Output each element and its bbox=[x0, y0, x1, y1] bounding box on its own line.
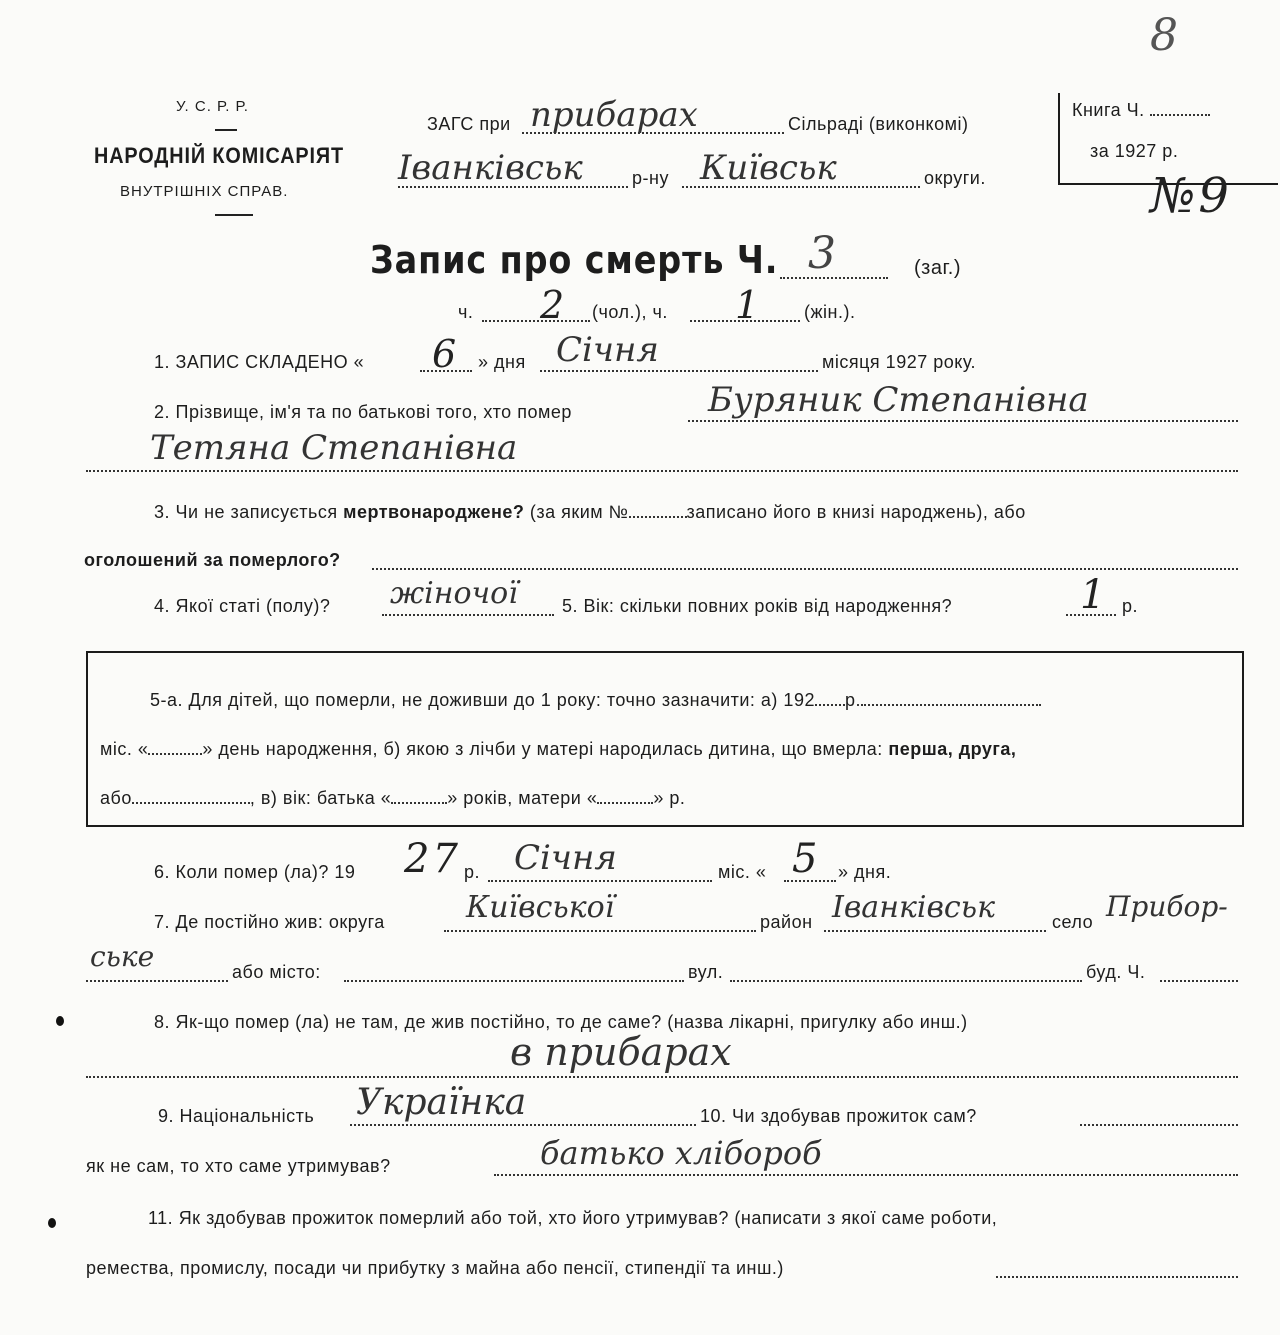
f10-line2 bbox=[494, 1174, 1238, 1176]
f10-value: батько хлібороб bbox=[540, 1134, 822, 1172]
f11-label: 11. Як здобував прожиток померлий або той, хто його утримував? (написати з якої саме роботи, bbox=[148, 1208, 998, 1228]
f10-line bbox=[1080, 1124, 1238, 1126]
okruha-label: округи. bbox=[924, 168, 986, 188]
zags-prefix: ЗАГС при bbox=[427, 114, 511, 134]
f9-label: 9. Національність bbox=[158, 1106, 315, 1126]
f10-line2-label: як не сам, то хто саме утримував? bbox=[86, 1156, 391, 1176]
f11-line2: ремества, промислу, посади чи прибутку з майна або пенсії, стипендії та инш.) bbox=[86, 1258, 784, 1278]
male-count: 2 bbox=[540, 283, 568, 327]
agency-divider-2 bbox=[215, 214, 253, 216]
f7-selo: Прибор- bbox=[1106, 890, 1228, 923]
f5a-line3: або , в) вік: батька « » років, матери « » р. bbox=[100, 784, 685, 809]
f5-value: 1 bbox=[1080, 572, 1109, 618]
f6-end: » дня. bbox=[838, 862, 892, 882]
f7-misto-label: або місто: bbox=[232, 962, 321, 982]
district-value: Іванківськ bbox=[398, 148, 583, 188]
okruha-value: Київськ bbox=[700, 148, 837, 188]
district-label: р-ну bbox=[632, 168, 669, 188]
f7-misto-line bbox=[344, 980, 684, 982]
f5-label: 5. Вік: скільки повних років від народження? bbox=[562, 596, 953, 616]
f7-vul-label: вул. bbox=[688, 962, 724, 982]
f10-label: 10. Чи здобував прожиток сам? bbox=[700, 1106, 977, 1126]
record-number: 3 bbox=[808, 228, 839, 279]
ch-prefix: ч. bbox=[458, 302, 474, 322]
f1-mid: » дня bbox=[478, 352, 526, 372]
f2-label: 2. Прізвище, ім'я та по батькові того, хто помер bbox=[154, 402, 572, 422]
f4-value: жіночої bbox=[390, 576, 518, 611]
f7-selo-cont-line bbox=[86, 980, 228, 982]
f6-label: 6. Коли помер (ла)? 19 bbox=[154, 862, 356, 882]
f7-rayon: Іванківськ bbox=[832, 890, 995, 925]
f6-year: 27 bbox=[404, 836, 461, 882]
f7-vul-line bbox=[730, 980, 1082, 982]
f8-value: в прибарах bbox=[510, 1030, 732, 1074]
f7-rayon-line bbox=[824, 930, 1046, 932]
f6-day: 5 bbox=[792, 836, 821, 882]
record-suffix: (заг.) bbox=[914, 257, 962, 279]
ink-smudge-2 bbox=[48, 1218, 56, 1228]
f7-selo-cont: ське bbox=[90, 940, 155, 973]
zags-suffix: Сільраді (виконкомі) bbox=[788, 114, 969, 134]
book-label: Книга Ч. bbox=[1072, 96, 1210, 121]
f5-suffix: р. bbox=[1122, 596, 1139, 616]
agency-department: ВНУТРІШНІХ СПРАВ. bbox=[120, 183, 289, 200]
zags-value: прибарах bbox=[530, 95, 698, 135]
f2-line-2 bbox=[86, 470, 1238, 472]
f6-mis: міс. « bbox=[718, 862, 767, 882]
f2-value-1: Буряник Степанівна bbox=[708, 380, 1089, 420]
book-handwritten-number: №9 bbox=[1150, 168, 1232, 224]
f1-month: Січня bbox=[556, 330, 659, 370]
f6-month: Січня bbox=[514, 838, 617, 878]
f6-month-line bbox=[488, 880, 712, 882]
f8-label: 8. Як-що помер (ла) не там, де жив постійно, то де саме? (назва лікарні, пригулку або инш.) bbox=[154, 1012, 968, 1032]
book-year: за 1927 р. bbox=[1090, 141, 1179, 161]
f7-bud-label: буд. Ч. bbox=[1086, 962, 1146, 982]
f7-okruha-line bbox=[444, 930, 756, 932]
male-line bbox=[482, 320, 590, 322]
f4-label: 4. Якої статі (полу)? bbox=[154, 596, 331, 616]
male-label: (чол.), ч. bbox=[592, 302, 668, 322]
female-label: (жін.). bbox=[804, 302, 856, 322]
f5a-line2: міс. « » день народження, б) якою з лічби у матері народилась дитина, що вмерла: перша, друга, bbox=[100, 735, 1016, 760]
f3-label: 3. Чи не записується мертвонароджене? (за яким № записано його в книзі народжень), або bbox=[154, 498, 1026, 523]
f4-line bbox=[382, 614, 554, 616]
f2-value-2: Тетяна Степанівна bbox=[150, 428, 518, 468]
f5a-line1: 5-а. Для дітей, що померли, не доживши до 1 року: точно зазначити: а) 192 р. bbox=[150, 686, 1041, 711]
female-count: 1 bbox=[735, 283, 763, 327]
agency-commissariat: НАРОДНІЙ КОМІСАРІЯТ bbox=[94, 143, 345, 168]
f7-okruha: Київської bbox=[466, 890, 615, 925]
f7-bud-line bbox=[1160, 980, 1238, 982]
f1-month-line bbox=[540, 370, 818, 372]
f7-selo-label: село bbox=[1052, 912, 1094, 932]
f1-suffix: місяця 1927 року. bbox=[822, 352, 977, 372]
f9-value: Українка bbox=[356, 1082, 527, 1123]
f3-line2: оголошений за померлого? bbox=[84, 550, 341, 570]
f9-line bbox=[350, 1124, 696, 1126]
corner-mark: 8 bbox=[1150, 10, 1181, 61]
agency-republic: У. С. Р. Р. bbox=[176, 98, 249, 115]
ink-smudge-1 bbox=[56, 1016, 64, 1026]
agency-divider-1 bbox=[215, 129, 237, 131]
f1-label: 1. ЗАПИС СКЛАДЕНО « bbox=[154, 352, 365, 372]
f7-rayon-label: район bbox=[760, 912, 813, 932]
f7-label: 7. Де постійно жив: округа bbox=[154, 912, 385, 932]
record-title: Запис про смерть Ч. bbox=[370, 238, 779, 282]
f11-line bbox=[996, 1276, 1238, 1278]
f2-line-1 bbox=[688, 420, 1238, 422]
f3-line2-dots bbox=[372, 568, 1238, 570]
f8-line bbox=[86, 1076, 1238, 1078]
f6-r: р. bbox=[464, 862, 481, 882]
f1-day: 6 bbox=[432, 332, 460, 376]
